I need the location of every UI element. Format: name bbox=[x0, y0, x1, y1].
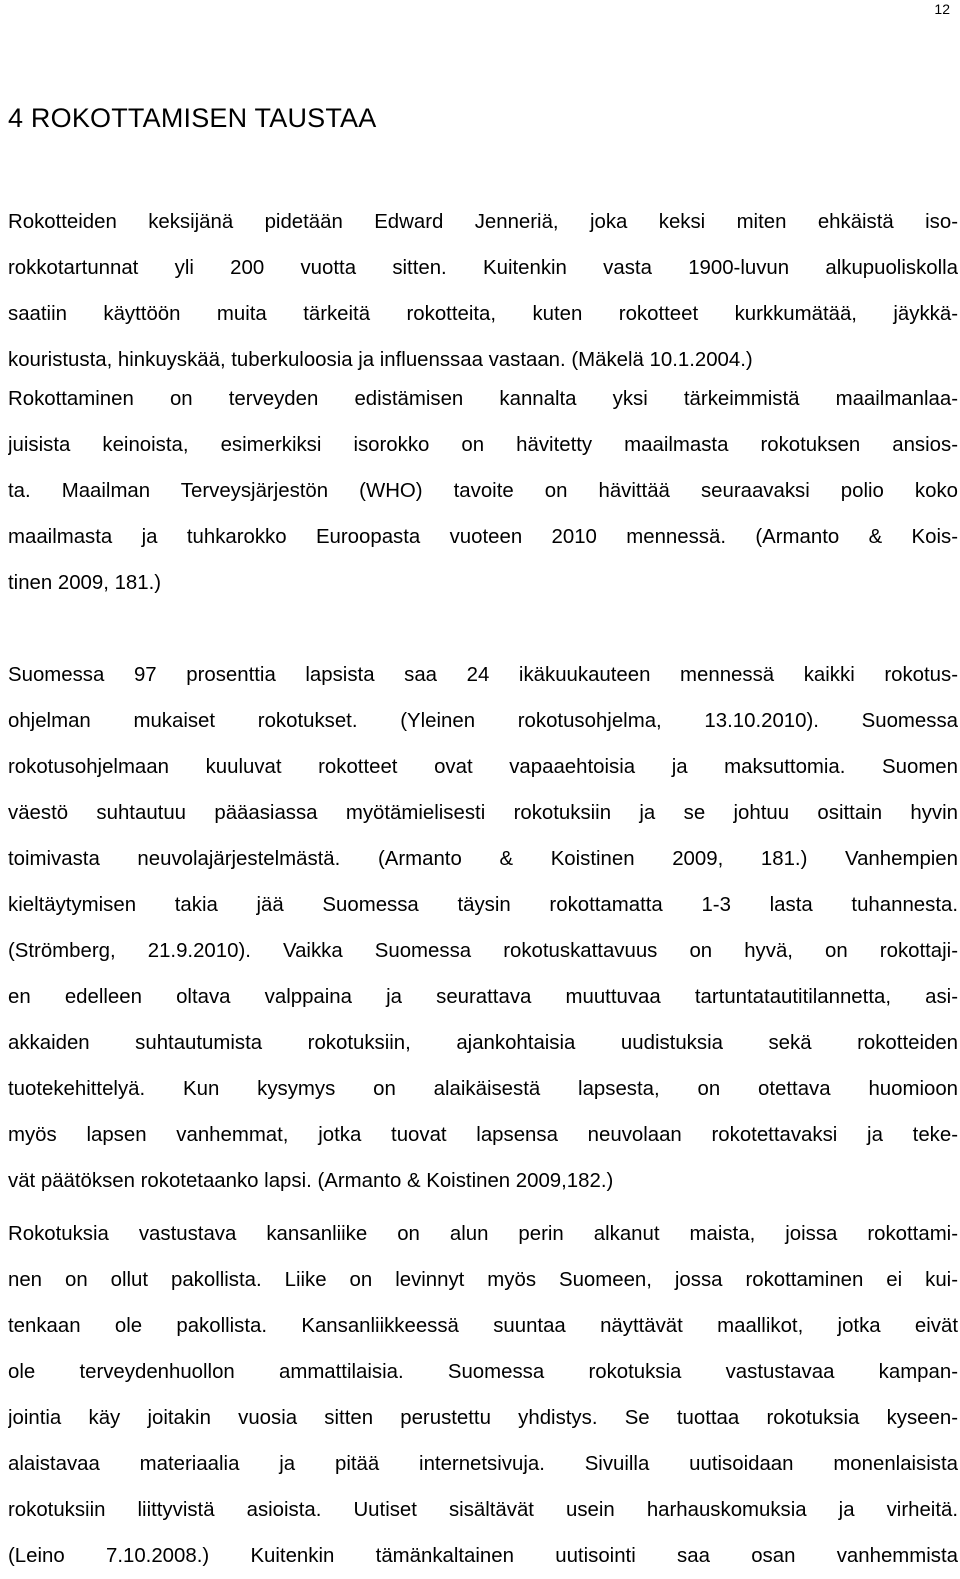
text-line: vät päätöksen rokotetaanko lapsi. (Armanto & Koistinen 2009,182.) bbox=[8, 1170, 614, 1192]
text-line: rokotusohjelmaan kuuluvat rokotteet ovat vapaaehtoisia ja maksuttomia. Suomen bbox=[8, 756, 958, 778]
text-line: maailmasta ja tuhkarokko Euroopasta vuoteen 2010 mennessä. (Armanto & Kois- bbox=[8, 526, 958, 548]
text-line: Suomessa 97 prosenttia lapsista saa 24 ikäkuukauteen mennessä kaikki rokotus- bbox=[8, 664, 958, 686]
text-line: Rokotteiden keksijänä pidetään Edward Jenneriä, joka keksi miten ehkäistä iso- bbox=[8, 211, 958, 233]
text-line: ole terveydenhuollon ammattilaisia. Suomessa rokotuksia vastustavaa kampan- bbox=[8, 1361, 958, 1383]
text-line: rokkotartunnat yli 200 vuotta sitten. Kuitenkin vasta 1900-luvun alkupuoliskolla bbox=[8, 257, 958, 279]
text-line: (Strömberg, 21.9.2010). Vaikka Suomessa rokotuskattavuus on hyvä, on rokottaji- bbox=[8, 940, 958, 962]
text-line: jointia käy joitakin vuosia sitten perustettu yhdistys. Se tuottaa rokotuksia kyseen- bbox=[8, 1407, 958, 1429]
text-line: juisista keinoista, esimerkiksi isorokko on hävitetty maailmasta rokotuksen ansios- bbox=[8, 434, 958, 456]
text-line: alaistavaa materiaalia ja pitää internetsivuja. Sivuilla uutisoidaan monenlaisista bbox=[8, 1453, 958, 1475]
text-line: tuotekehittelyä. Kun kysymys on alaikäisestä lapsesta, on otettava huomioon bbox=[8, 1078, 958, 1100]
text-line: rokotuksiin liittyvistä asioista. Uutiset sisältävät usein harhauskomuksia ja virheitä. bbox=[8, 1499, 958, 1521]
text-line: kouristusta, hinkuyskää, tuberkuloosia ja influenssaa vastaan. (Mäkelä 10.1.2004.) bbox=[8, 349, 753, 371]
page-number: 12 bbox=[934, 1, 950, 17]
text-line: (Leino 7.10.2008.) Kuitenkin tämänkaltainen uutisointi saa osan vanhemmista bbox=[8, 1545, 958, 1567]
text-line: Rokotuksia vastustava kansanliike on alun perin alkanut maista, joissa rokottami- bbox=[8, 1223, 958, 1245]
paragraph-health-promotion bbox=[8, 376, 958, 606]
text-line: tinen 2009, 181.) bbox=[8, 572, 162, 594]
text-line: en edelleen oltava valppaina ja seurattava muuttuvaa tartuntatautitilannetta, asi- bbox=[8, 986, 958, 1008]
text-line: saatiin käyttöön muita tärkeitä rokotteita, kuten rokotteet kurkkumätää, jäykkä- bbox=[8, 303, 958, 325]
chapter-title: 4 ROKOTTAMISEN TAUSTAA bbox=[8, 103, 377, 133]
text-line: kieltäytymisen takia jää Suomessa täysin rokottamatta 1-3 lasta tuhannesta. bbox=[8, 894, 958, 916]
text-line: akkaiden suhtautumista rokotuksiin, ajankohtaisia uudistuksia sekä rokotteiden bbox=[8, 1032, 958, 1054]
text-line: tenkaan ole pakollista. Kansanliikkeessä suuntaa näyttävät maallikot, jotka eivät bbox=[8, 1315, 958, 1337]
text-line: myös lapsen vanhemmat, jotka tuovat lapsensa neuvolaan rokotettavaksi ja teke- bbox=[8, 1124, 958, 1146]
text-line: Rokottaminen on terveyden edistämisen kannalta yksi tärkeimmistä maailmanlaa- bbox=[8, 388, 958, 410]
text-line: toimivasta neuvolajärjestelmästä. (Armanto & Koistinen 2009, 181.) Vanhempien bbox=[8, 848, 958, 870]
paragraph-finland-coverage bbox=[8, 652, 958, 1204]
text-line: ta. Maailman Terveysjärjestön (WHO) tavoite on hävittää seuraavaksi polio koko bbox=[8, 480, 958, 502]
text-line: nen on ollut pakollista. Liike on levinnyt myös Suomeen, jossa rokottaminen ei kui- bbox=[8, 1269, 958, 1291]
text-line: ohjelman mukaiset rokotukset. (Yleinen rokotusohjelma, 13.10.2010). Suomessa bbox=[8, 710, 958, 732]
paragraph-vaccine-history bbox=[8, 199, 958, 383]
paragraph-anti-vaccine-movement bbox=[8, 1211, 958, 1579]
text-line: väestö suhtautuu pääasiassa myötämielisesti rokotuksiin ja se johtuu osittain hyvin bbox=[8, 802, 958, 824]
